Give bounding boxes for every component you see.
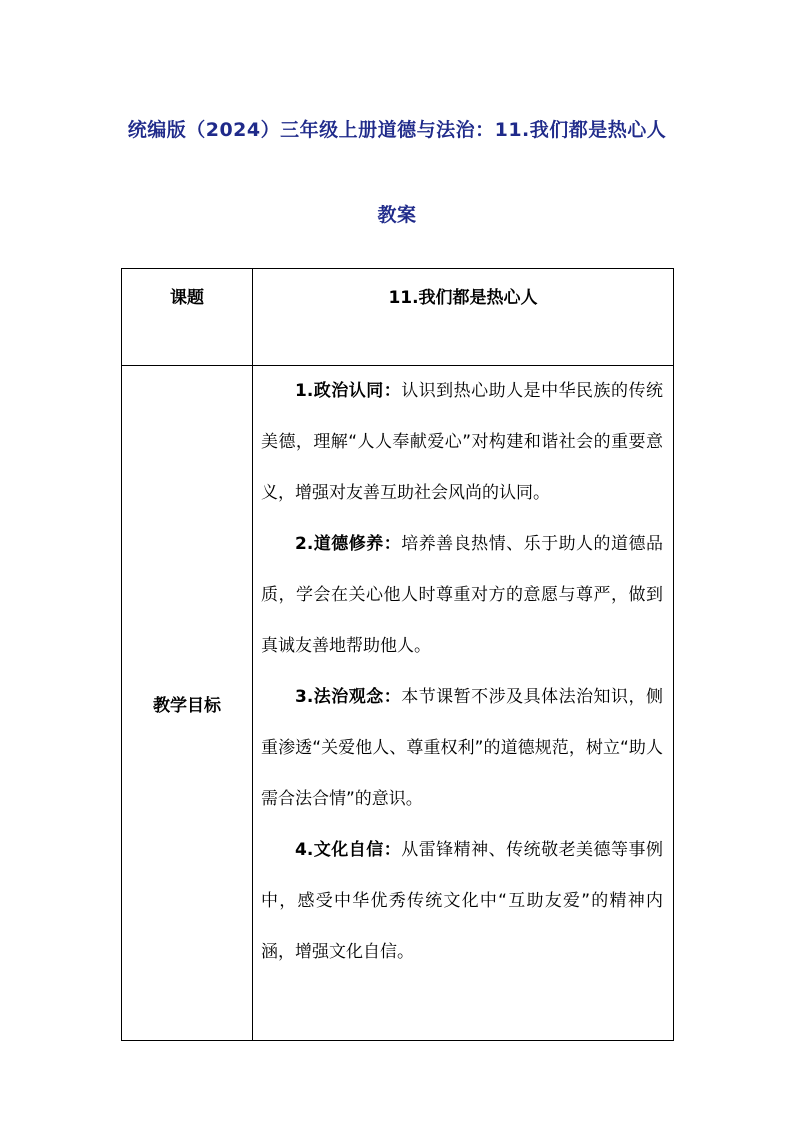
goal-item-moral bbox=[261, 519, 663, 672]
goal-item-cultural bbox=[261, 825, 663, 978]
goal-heading: 2.道德修养： bbox=[295, 534, 402, 554]
goals-cell bbox=[253, 366, 674, 1041]
goals-label: 教学目标 bbox=[122, 366, 253, 1041]
lesson-plan-table bbox=[121, 268, 674, 1041]
goal-heading: 1.政治认同： bbox=[295, 381, 402, 401]
goal-text: 本节课暂不涉及具体法治知识，侧重渗透“关爱他人、尊重权利”的道德规范，树立“助人需合法合情”的意识。 bbox=[261, 687, 663, 809]
document-title: 统编版（2024）三年级上册道德与法治：11.我们都是热心人 bbox=[127, 119, 667, 141]
goal-text: 培养善良热情、乐于助人的道德品质，学会在关心他人时尊重对方的意愿与尊严，做到真诚友善地帮助他人。 bbox=[261, 534, 663, 656]
goal-heading: 4.文化自信： bbox=[295, 840, 402, 860]
goal-item-political bbox=[261, 366, 663, 519]
goal-text: 从雷锋精神、传统敬老美德等事例中，感受中华优秀传统文化中“互助友爱”的精神内涵，增强文化自信。 bbox=[261, 840, 663, 962]
goal-heading: 3.法治观念： bbox=[295, 687, 402, 707]
subject-value: 11.我们都是热心人 bbox=[388, 288, 538, 308]
table-row-subject bbox=[122, 269, 674, 366]
goal-item-legal bbox=[261, 672, 663, 825]
subject-label: 课题 bbox=[122, 269, 253, 366]
table-row-goals bbox=[122, 366, 674, 1041]
document-title-continued: 教案 bbox=[377, 204, 417, 226]
subject-value-cell bbox=[253, 269, 674, 366]
goal-text: 认识到热心助人是中华民族的传统美德，理解“人人奉献爱心”对构建和谐社会的重要意义，增强对友善互助社会风尚的认同。 bbox=[261, 381, 663, 503]
